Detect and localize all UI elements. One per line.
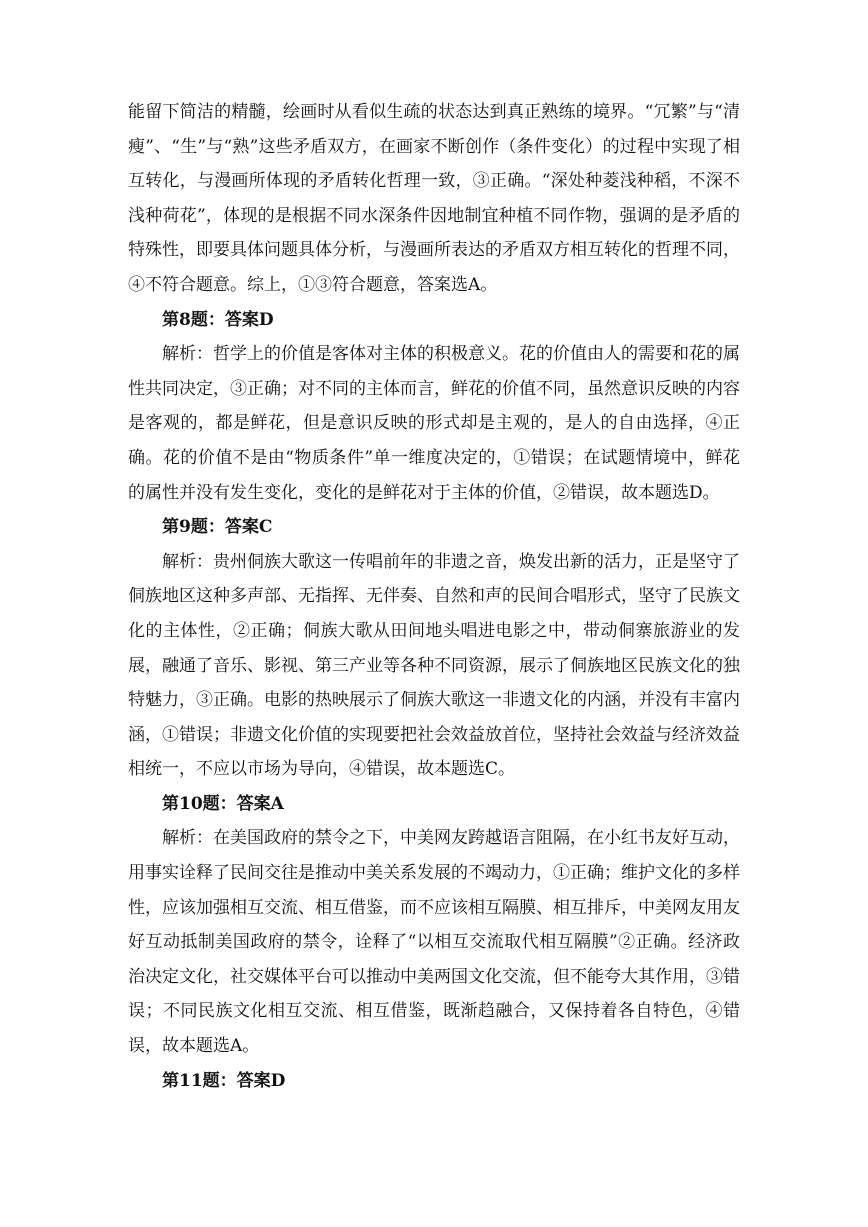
analysis-paragraph-q10: 解析：在美国政府的禁令之下，中美网友跨越语言阻隔，在小红书友好互动，用事实诠释了民间交往是推动中美关系发展的不竭动力，①正确；维护文化的多样性，应该加强相互交流、相互借鉴，而不应该相互隔膜、相互排斥，中美网友用友好互动抵制美国政府的禁令，诠释了“以相互交流取代相互隔膜”②正确。经济政治决定文化，社交媒体平台可以推动中美两国文化交流，但不能夸大其作用，③错误；不同民族文化相互交流、相互借鉴，既渐趋融合，又保持着各自特色，④错误，故本题选A。: [128, 828, 740, 1057]
answer-heading-q10: 第10题：答案A: [162, 793, 284, 814]
paragraph-continuation: 能留下简洁的精髓，绘画时从看似生疏的状态达到真正熟练的境界。“冗繁”与“清瘦”、“生”与“熟”这些矛盾双方，在画家不断创作（条件变化）的过程中实现了相互转化，与漫画所体现的矛盾转化哲理一致，③正确。“深处种菱浅种稻，不深不浅种荷花”，体现的是根据不同水深条件因地制宜种植不同作物，强调的是矛盾的特殊性，即要具体问题具体分析，与漫画所表达的矛盾双方相互转化的哲理不同，④不符合题意。综上，①③符合题意，答案选A。: [128, 102, 740, 295]
document-page: [128, 95, 740, 1098]
analysis-paragraph-q9: 解析：贵州侗族大歌这一传唱前年的非遗之音，焕发出新的活力，正是坚守了侗族地区这种多声部、无指挥、无伴奏、自然和声的民间合唱形式，坚守了民族文化的主体性，②正确；侗族大歌从田间地头唱进电影之中，带动侗寨旅游业的发展，融通了音乐、影视、第三产业等各种不同资源，展示了侗族地区民族文化的独特魅力，③正确。电影的热映展示了侗族大歌这一非遗文化的内涵，并没有丰富内涵，①错误；非遗文化价值的实现要把社会效益放首位，坚持社会效益与经济效益相统一，不应以市场为导向，④错误，故本题选C。: [128, 551, 740, 780]
answer-heading-q8: 第8题：答案D: [162, 309, 274, 330]
analysis-paragraph-q8: 解析：哲学上的价值是客体对主体的积极意义。花的价值由人的需要和花的属性共同决定，③正确；对不同的主体而言，鲜花的价值不同，虽然意识反映的内容是客观的，都是鲜花，但是意识反映的形式却是主观的，是人的自由选择，④正确。花的价值不是由“物质条件”单一维度决定的，①错误；在试题情境中，鲜花的属性并没有发生变化，变化的是鲜花对于主体的价值，②错误，故本题选D。: [128, 344, 740, 503]
answer-heading-q9: 第9题：答案C: [162, 517, 273, 538]
answer-heading-q11: 第11题：答案D: [162, 1070, 286, 1091]
